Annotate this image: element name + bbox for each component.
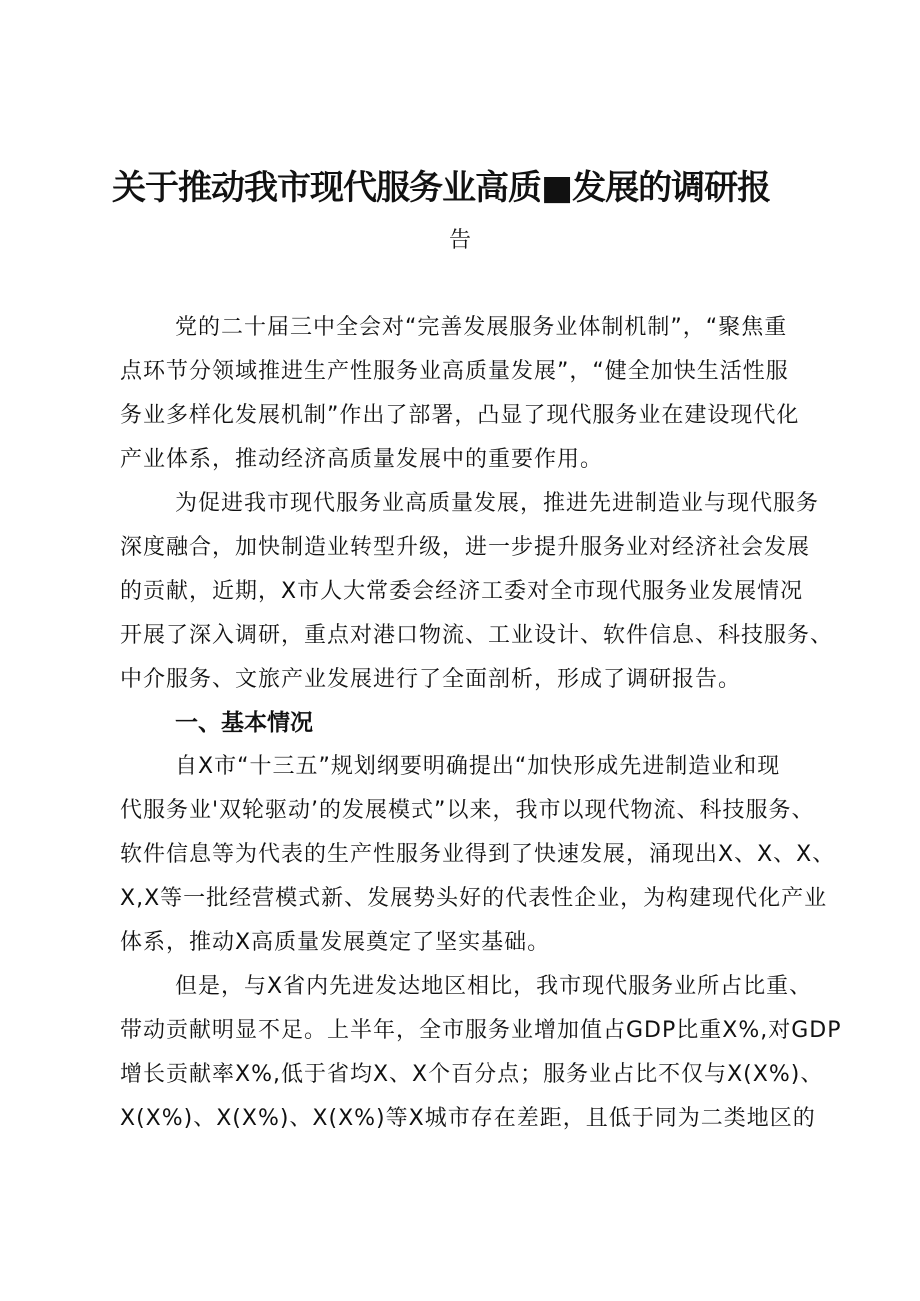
paragraph-1-line: 务业多样化发展机制”作出了部署，凸显了现代服务业在建设现代化	[120, 403, 800, 428]
paragraph-2-line: 为促进我市现代服务业高质量发展，推进先进制造业与现代服务	[175, 491, 820, 516]
paragraph-3-line: 软件信息等为代表的生产性服务业得到了快速发展，涌现出X、X、X、	[120, 842, 836, 867]
paragraph-2-line: 开展了深入调研，重点对港口物流、工业设计、软件信息、科技服务、	[120, 623, 834, 648]
paragraph-3-line: X,X等一批经营模式新、发展势头好的代表性企业，为构建现代化产业	[120, 886, 828, 911]
paragraph-2-line: 深度融合，加快制造业转型升级，进一步提升服务业对经济社会发展	[120, 535, 811, 560]
paragraph-3-line: 自X市“十三五”规划纲要明确提出“加快形成先进制造业和现	[175, 754, 781, 779]
paragraph-2-line: 的贡献，近期，X市人大常委会经济工委对全市现代服务业发展情况	[120, 579, 804, 604]
paragraph-1-line: 党的二十届三中全会对“完善发展服务业体制机制”，“聚焦重	[175, 315, 788, 340]
paragraph-4-line: 增长贡献率X%,低于省均X、X个百分点；服务业占比不仅与X(X%)、	[120, 1062, 824, 1087]
paragraph-4-line: 带动贡献明显不足。上半年，全市服务业增加值占GDP比重X%,对GDP	[120, 1018, 842, 1043]
paragraph-1-line: 产业体系，推动经济高质量发展中的重要作用。	[120, 447, 604, 472]
document-title: 关于推动我市现代服务业高质■发展的调研报	[112, 168, 771, 208]
paragraph-4-line: 但是，与X省内先进发达地区相比，我市现代服务业所占比重、	[175, 974, 813, 999]
section-heading: 一、基本情况	[175, 710, 313, 736]
paragraph-3-line: 体系，推动X高质量发展奠定了坚实基础。	[120, 930, 551, 955]
paragraph-2-line: 中介服务、文旅产业发展进行了全面剖析，形成了调研报告。	[120, 667, 742, 692]
document-title-continuation: 告	[448, 228, 471, 253]
paragraph-3-line: 代服务业'双轮驱动’的发展模式”以来，我市以现代物流、科技服务、	[120, 798, 815, 823]
paragraph-1-line: 点环节分领域推进生产性服务业高质量发展”，“健全加快生活性服	[120, 359, 789, 384]
paragraph-4-line: X(X%)、X(X%)、X(X%)等X城市存在差距，且低于同为二类地区的	[120, 1106, 816, 1131]
